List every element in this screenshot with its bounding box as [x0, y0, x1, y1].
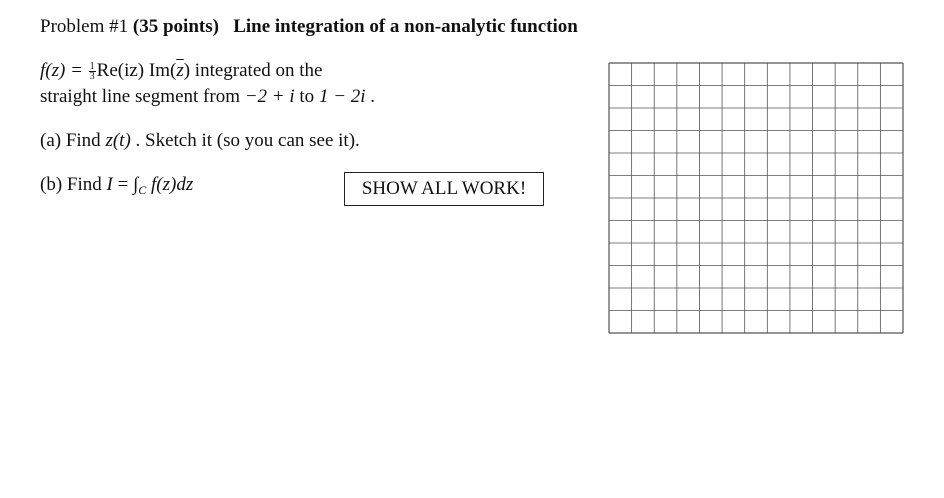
to-word: to	[294, 86, 319, 107]
part-a-expr: z(t)	[105, 130, 131, 151]
segment-text: straight line segment from	[40, 86, 245, 107]
segment-description	[40, 86, 375, 108]
fraction-denominator: 3	[89, 71, 95, 83]
part-a-label: (a) Find	[40, 130, 106, 151]
problem-title	[40, 16, 578, 38]
integrand: f(z)dz	[146, 174, 194, 195]
problem-points: (35 points)	[132, 16, 219, 37]
start-point: −2 + i	[244, 86, 295, 107]
show-all-work-text: SHOW ALL WORK!	[361, 178, 527, 199]
part-b-eq: =	[112, 174, 134, 195]
integral-subscript: C	[138, 183, 147, 197]
problem-topic: Line integration of a non-analytic function	[233, 16, 578, 37]
z-conjugate: $\overline{z}$	[176, 60, 184, 81]
fz-tail: )	[183, 60, 191, 81]
part-a	[40, 130, 360, 152]
fz-lhs: f(z) =	[40, 60, 88, 81]
integral-sign: ∫	[133, 174, 139, 195]
part-a-rest: . Sketch it (so you can see it).	[130, 130, 360, 151]
fz-rhs: Re(iz) Im(	[96, 60, 177, 81]
function-definition	[40, 60, 322, 82]
grid-svg	[608, 62, 904, 334]
part-b-label: (b) Find	[40, 174, 107, 195]
integrated-text: integrated on the	[190, 60, 323, 81]
part-b	[40, 174, 193, 201]
end-punct: .	[365, 86, 376, 107]
show-all-work-box	[344, 172, 544, 206]
fraction-numerator: 1	[89, 61, 95, 73]
sketch-grid	[608, 62, 904, 334]
one-third-fraction	[89, 62, 96, 81]
end-point: 1 − 2i	[318, 86, 366, 107]
problem-number: Problem #1	[40, 16, 129, 37]
part-b-lhs: I	[106, 174, 113, 195]
